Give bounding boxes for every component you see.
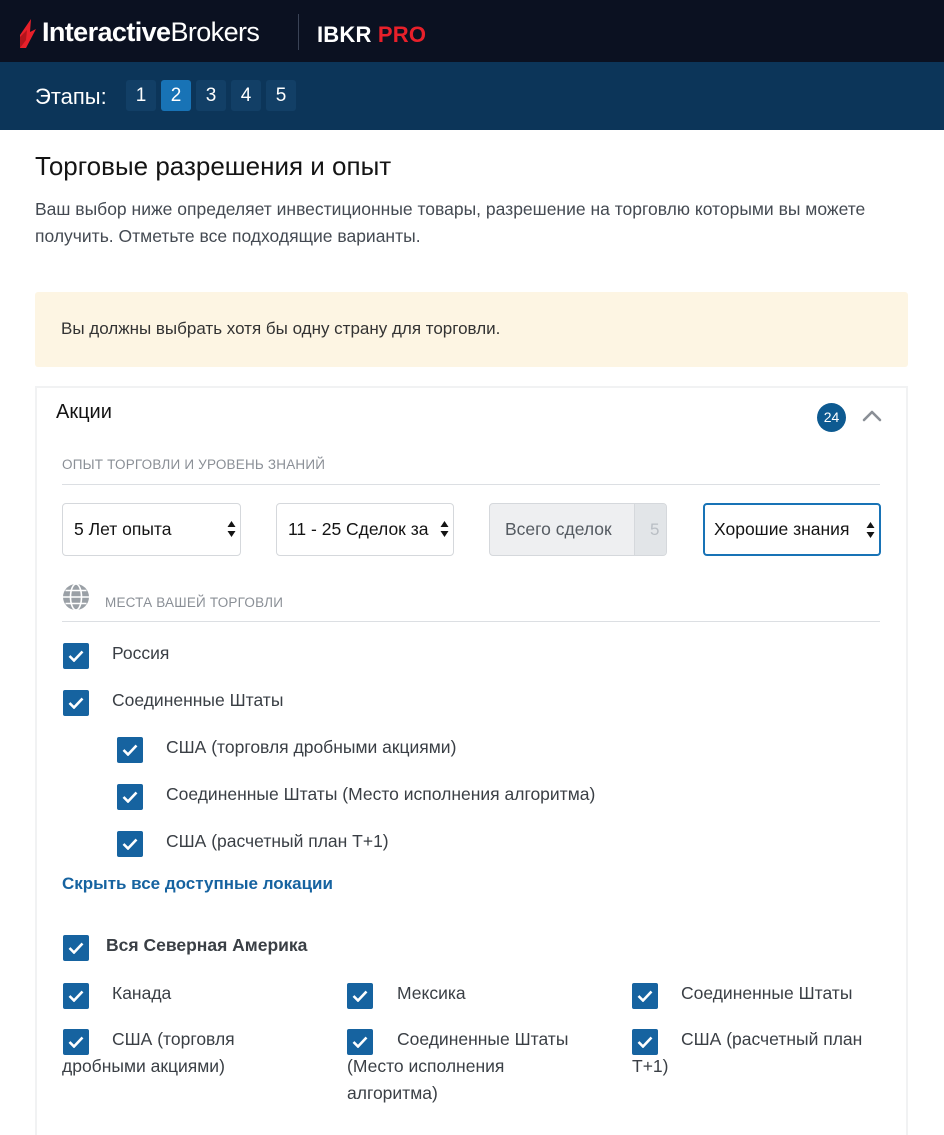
checkmark-icon: [122, 791, 138, 803]
select-arrows-icon: [440, 520, 449, 538]
checkmark-icon: [68, 942, 84, 954]
venues-heading: МЕСТА ВАШЕЙ ТОРГОВЛИ: [105, 595, 284, 610]
divider: [62, 621, 880, 622]
hide-locations-link[interactable]: Скрыть все доступные локации: [62, 874, 333, 893]
total-trades-field: [489, 503, 667, 556]
checkmark-icon: [68, 697, 84, 709]
alert-text: Вы должны выбрать хотя бы одну страну для торговли.: [61, 319, 501, 338]
step-5[interactable]: 5: [266, 80, 296, 111]
label-russia: Россия: [112, 643, 170, 663]
total-trades-value: 5: [650, 520, 660, 539]
checkbox-united-states[interactable]: [63, 690, 89, 716]
steps-bar: [0, 62, 944, 130]
page-title: Торговые разрешения и опыт: [35, 151, 392, 181]
warning-alert: [35, 292, 908, 367]
select-arrows-icon: [227, 520, 236, 538]
chevron-up-icon[interactable]: [862, 408, 882, 422]
checkmark-icon: [68, 650, 84, 662]
checkbox-us-t1[interactable]: [117, 831, 143, 857]
label-north-america: Вся Северная Америка: [106, 935, 308, 955]
label-us-t1: США (расчетный план T+1): [166, 831, 389, 851]
checkbox-na-united-states[interactable]: [632, 983, 658, 1009]
label-na-us-algo-venue: Соединенные Штаты (Место исполнения алгоритма): [347, 1029, 569, 1103]
total-trades-label: Всего сделок: [505, 519, 612, 539]
checkbox-mexico[interactable]: [347, 983, 373, 1009]
checkmark-icon: [122, 838, 138, 850]
count-badge: 24: [817, 403, 846, 432]
brand-name: InteractiveBrokers: [42, 16, 260, 47]
brand-flame-icon: [16, 15, 38, 49]
label-us-algo-venue: Соединенные Штаты (Место исполнения алгоритма): [166, 784, 596, 804]
page-description: Ваш выбор ниже определяет инвестиционные товары, разрешение на торговлю которыми вы можете получить. Отметьте все подходящие варианты.: [35, 199, 866, 246]
step-1[interactable]: 1: [126, 80, 156, 111]
divider: [62, 484, 880, 485]
years-experience-select[interactable]: [62, 503, 241, 556]
checkmark-icon: [352, 990, 368, 1002]
top-header: [0, 0, 944, 62]
label-mexico: Мексика: [397, 983, 466, 1003]
interactive-brokers-logo[interactable]: [16, 12, 259, 52]
label-na-us-fractional: США (торговля дробными акциями): [62, 1029, 235, 1076]
trades-per-year-select[interactable]: [276, 503, 454, 556]
step-2[interactable]: 2: [161, 80, 191, 111]
label-na-united-states: Соединенные Штаты: [681, 983, 853, 1003]
experience-heading: ОПЫТ ТОРГОВЛИ И УРОВЕНЬ ЗНАНИЙ: [62, 457, 326, 472]
product-name: IBKR PRO: [317, 22, 427, 47]
header-divider: [298, 14, 299, 50]
label-na-us-t1: США (расчетный план T+1): [632, 1029, 863, 1076]
label-us-fractional: США (торговля дробными акциями): [166, 737, 457, 757]
checkmark-icon: [68, 990, 84, 1002]
section-title-stocks: Акции: [56, 401, 112, 423]
label-canada: Канада: [112, 983, 172, 1003]
steps-label: Этапы:: [35, 84, 107, 109]
select-arrows-icon: [866, 521, 875, 539]
years-experience-value: 5 Лет опыта: [74, 519, 172, 539]
checkmark-icon: [122, 744, 138, 756]
trades-per-year-value: 11 - 25 Сделок за: [288, 519, 429, 539]
step-3[interactable]: 3: [196, 80, 226, 111]
globe-icon: [62, 583, 90, 611]
checkmark-icon: [637, 990, 653, 1002]
label-united-states: Соединенные Штаты: [112, 690, 284, 710]
checkbox-russia[interactable]: [63, 643, 89, 669]
knowledge-level-value: Хорошие знания: [714, 519, 850, 539]
checkbox-us-fractional[interactable]: [117, 737, 143, 763]
step-4[interactable]: 4: [231, 80, 261, 111]
checkbox-us-algo-venue[interactable]: [117, 784, 143, 810]
checkbox-canada[interactable]: [63, 983, 89, 1009]
knowledge-level-select[interactable]: [703, 503, 881, 556]
checkbox-north-america[interactable]: [63, 935, 89, 961]
